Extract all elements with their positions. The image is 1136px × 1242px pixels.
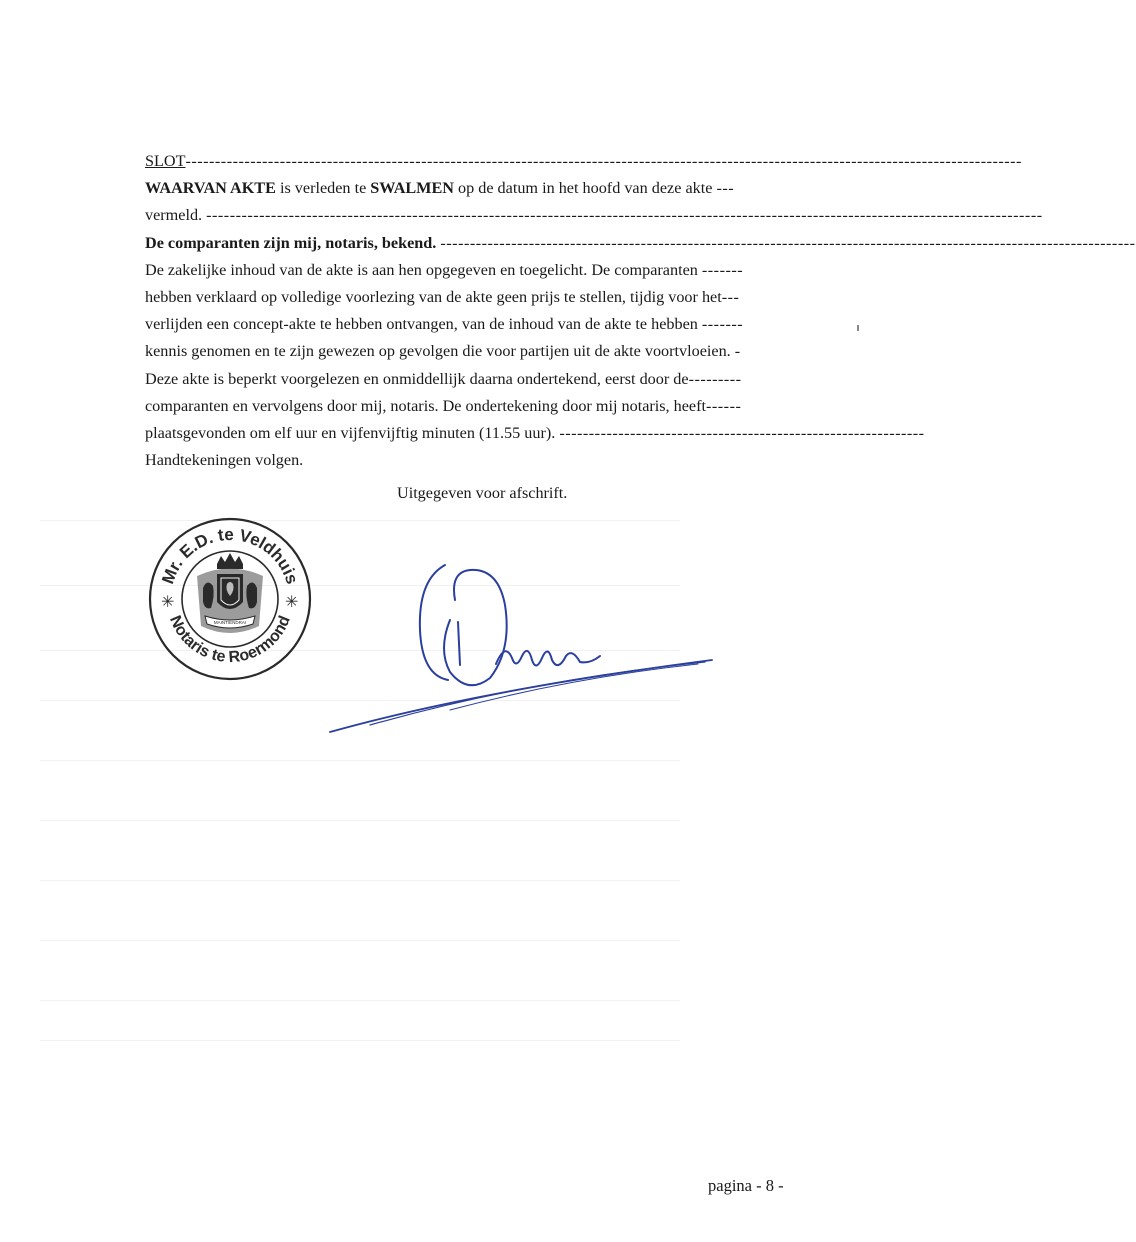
- text-line: [145, 284, 793, 311]
- seal-star-left: ✳: [161, 592, 175, 611]
- text-line: [145, 366, 793, 393]
- seal-star-right: ✳: [285, 592, 299, 611]
- text-line-slot: [145, 148, 1022, 175]
- text-segment: plaatsgevonden om elf uur en vijfenvijftig minuten (11.55 uur).: [145, 423, 560, 442]
- place-name-bold: SWALMEN: [370, 179, 454, 198]
- text-segment: vermeld.: [145, 206, 207, 225]
- seal-bottom-text: Notaris te Roermond: [166, 613, 294, 667]
- dash-filler: ---: [716, 179, 735, 198]
- text-line: [145, 257, 793, 284]
- margin-mark: [857, 325, 859, 331]
- text-line: [145, 202, 1043, 229]
- dash-filler: --------------------------------------------------------------: [559, 423, 925, 442]
- text-line: [145, 230, 1136, 257]
- text-segment: hebben verklaard op volledige voorlezing van de akte geen prijs te stellen, tijdig voor het: [145, 287, 722, 306]
- comparanten-bekend-bold: De comparanten zijn mij, notaris, bekend.: [145, 233, 441, 252]
- slot-heading: SLOT: [145, 152, 186, 170]
- text-segment: kennis genomen en te zijn gewezen op gevolgen die voor partijen uit de akte voortvloeien.: [145, 342, 735, 361]
- notary-signature: [300, 560, 720, 740]
- text-segment: op de datum in het hoofd van deze akte: [453, 179, 717, 198]
- text-segment: is verleden te: [275, 179, 371, 198]
- dash-filler: -------: [701, 315, 744, 334]
- text-segment: Deze akte is beperkt voorgelezen en onmiddellijk daarna ondertekend, eerst door de: [145, 369, 689, 388]
- dash-filler: -------: [701, 260, 744, 279]
- text-segment: verlijden een concept-akte te hebben ontvangen, van de inhoud van de akte te hebben: [145, 315, 702, 334]
- dash-filler: ----------------------------------------------------------------------------------------------------------------------------------------------: [185, 152, 1022, 170]
- dash-filler: -: [734, 342, 741, 361]
- dash-filler: [303, 447, 793, 474]
- text-line: [145, 338, 793, 365]
- closing-clause-text: [145, 148, 1136, 474]
- text-line-waarvan: [145, 175, 793, 202]
- dash-filler: ---------: [688, 369, 742, 388]
- seal-top-text: Mr. E.D. te Veldhuis: [158, 524, 302, 587]
- seal-banner-text: MAINTIENDRAI: [213, 620, 247, 625]
- page-number: pagina - 8 -: [708, 1176, 784, 1195]
- dash-filler: ---: [721, 287, 740, 306]
- text-line: [145, 311, 793, 338]
- dash-filler: ------: [706, 396, 742, 415]
- text-line: [145, 393, 793, 420]
- waarvan-akte-bold: WAARVAN AKTE: [145, 179, 276, 198]
- dash-filler: ----------------------------------------------------------------------------------------------------------------------------------------------: [206, 206, 1043, 225]
- notary-seal-stamp: [147, 516, 313, 682]
- dash-filler: ----------------------------------------------------------------------------------------------------------------------: [440, 233, 1136, 252]
- issued-copy-statement: Uitgegeven voor afschrift.: [397, 484, 568, 502]
- text-segment: comparanten en vervolgens door mij, notaris. De ondertekening door mij notaris, heeft: [145, 396, 707, 415]
- text-segment: De zakelijke inhoud van de akte is aan hen opgegeven en toegelicht. De comparanten: [145, 260, 702, 279]
- signatures-follow-text: Handtekeningen volgen.: [145, 451, 304, 470]
- text-line-handtekeningen: [145, 447, 793, 474]
- text-line: [145, 420, 925, 447]
